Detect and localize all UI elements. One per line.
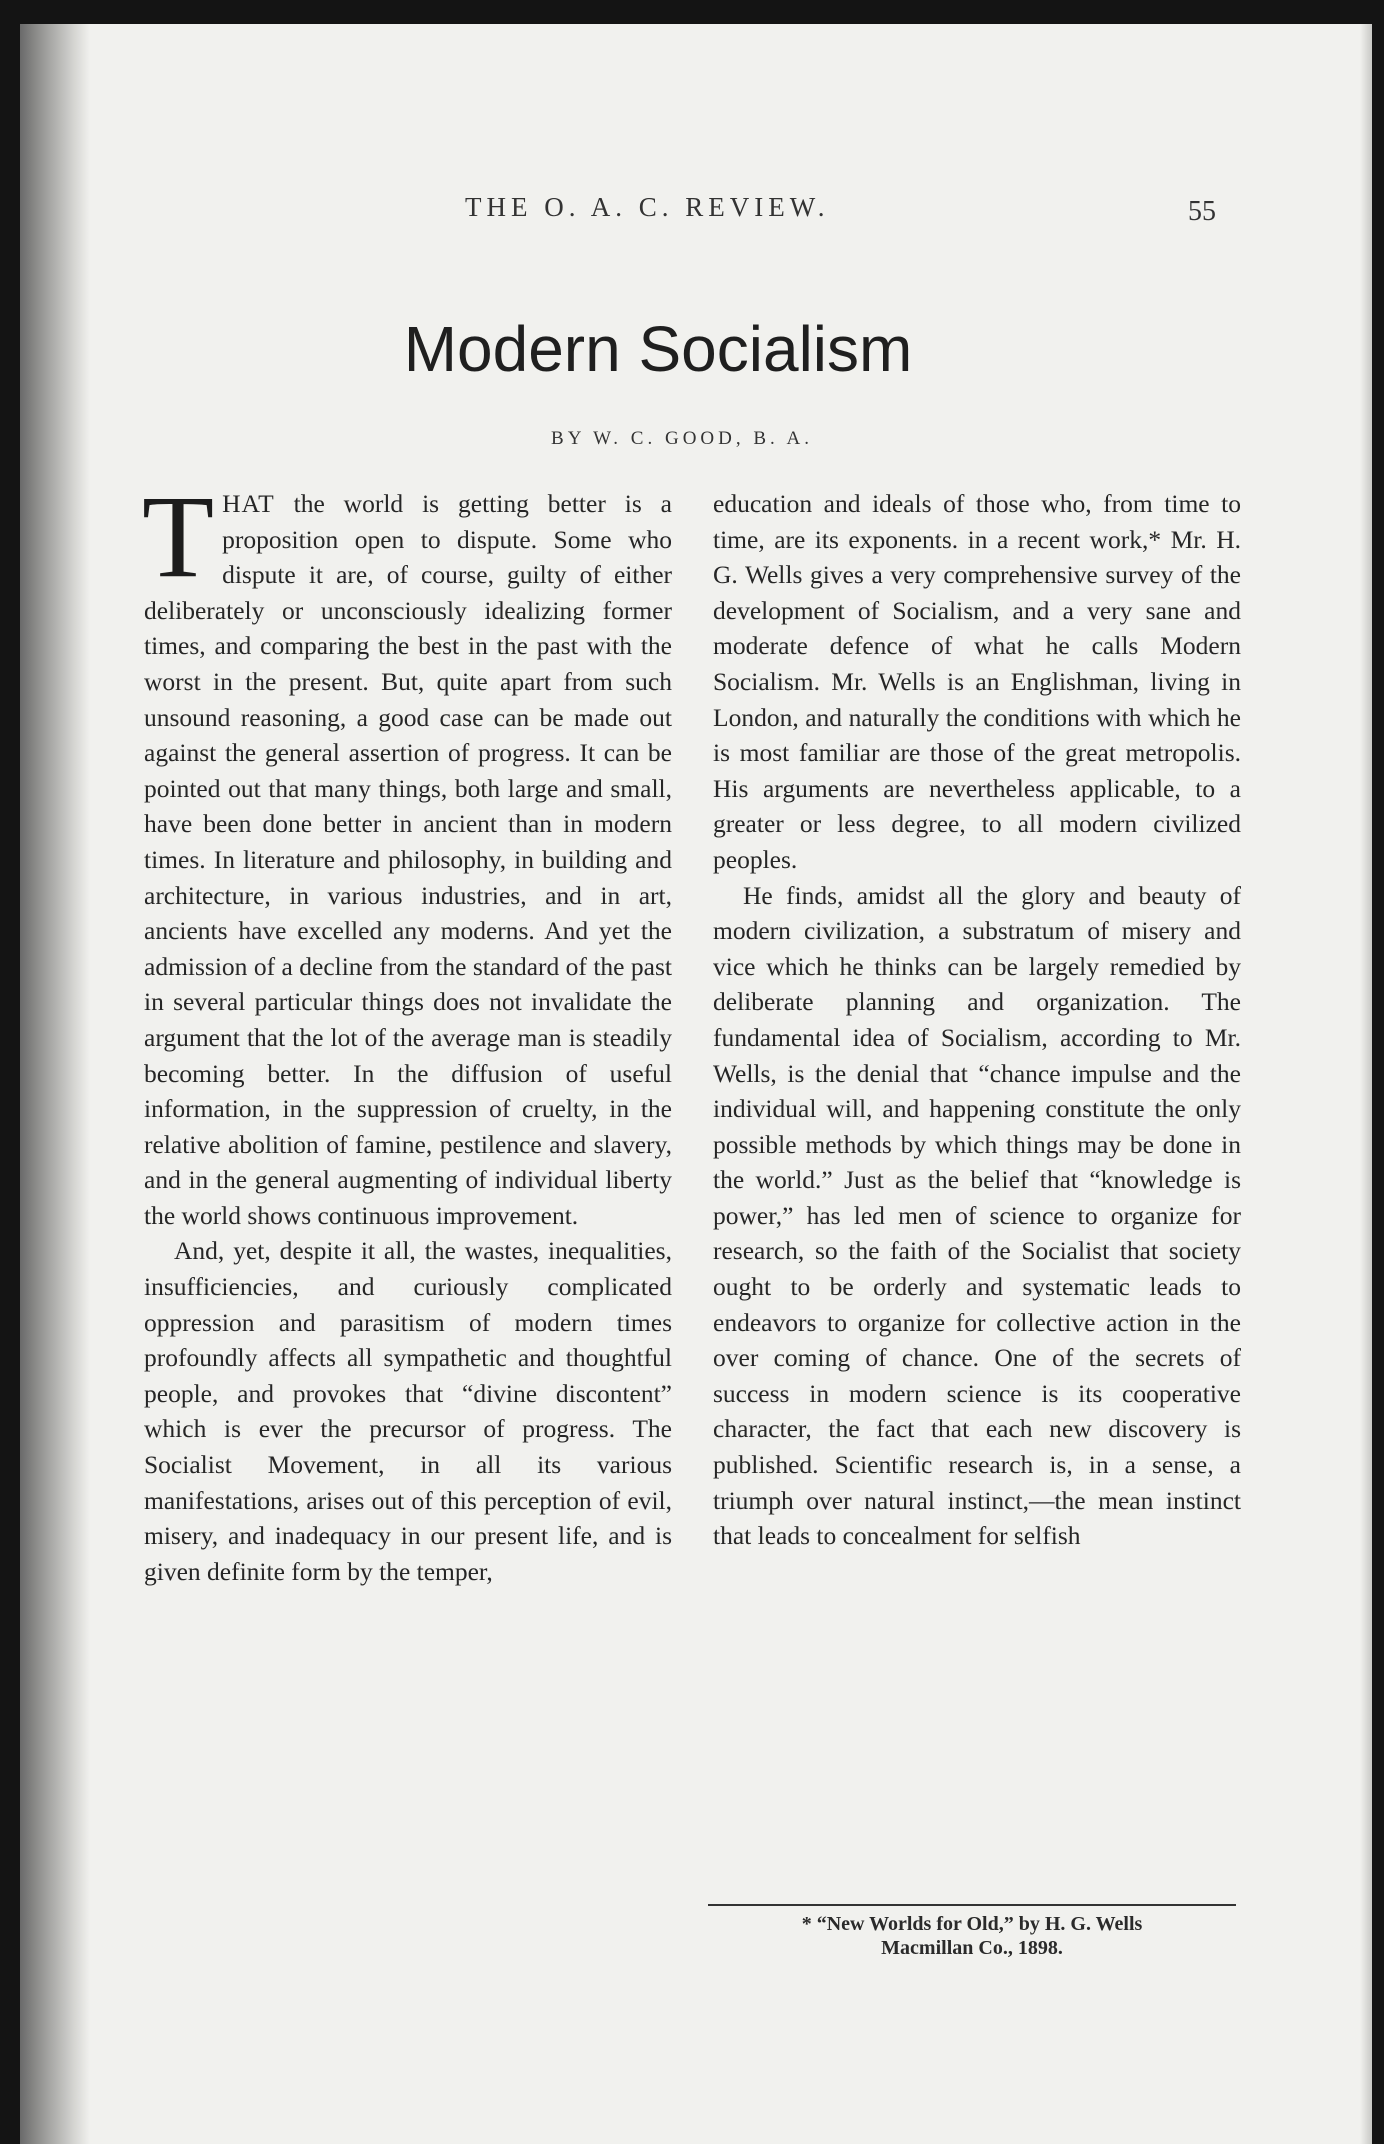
- byline: BY W. C. GOOD, B. A.: [551, 428, 813, 449]
- drop-cap: T: [142, 471, 215, 602]
- left-paragraph-2: And, yet, despite it all, the wastes, inequalities, insufficiencies, and curiously complicated oppression and parasitism of modern times profoundly affects all sympathetic and thoughtful people, and provokes that “divine discontent” which is ever the precursor of progress. The Socialist Movement, in all its various manifestations, arises out of this perception of evil, misery, and inadequacy in our present life, and is given definite form by the temper,: [144, 1236, 672, 1586]
- left-column: [142, 471, 672, 1589]
- article-title: Modern Socialism: [403, 313, 913, 385]
- right-paragraph-1: education and ideals of those who, from time to time, are its exponents. in a recent work,* Mr. H. G. Wells gives a very comprehensive survey of the development of Socialism, and a very sane and moderate defence of what he calls Modern Socialism. Mr. Wells is an Englishman, living in London, and naturally the conditions with which he is most familiar are those of the great metropolis. His arguments are nevertheless applicable, to a greater or less degree, to all modern civilized peoples.: [713, 489, 1241, 874]
- page-edge: [1360, 24, 1372, 2144]
- footnote-line-1: * “New Worlds for Old,” by H. G. Wells: [801, 1913, 1143, 1935]
- left-paragraph-1: [142, 471, 672, 1233]
- left-paragraph-1-text: the world is getting better is a proposition open to dispute. Some who dispute it are, of course, guilty of either deliberately or unconsciously idealizing former times, and comparing the best in the past with the worst in the present. But, quite apart from such unsound reasoning, a good case can be made out against the general assertion of progress. It can be pointed out that many things, both large and small, have been done better in ancient than in modern times. In literature and philosophy, in building and architecture, in various industries, and in art, ancients have excelled any moderns. And yet the admission of a decline from the standard of the past in several particular things does not invalidate the argument that the lot of the average man is steadily becoming better. In the diffusion of useful information, in the suppression of cruelty, in the relative abolition of famine, pestilence and slavery, and in the general augmenting of individual liberty the world shows continuous improvement.: [144, 489, 672, 1230]
- footnote-line-2: Macmillan Co., 1898.: [881, 1937, 1063, 1959]
- footnote-rule: [708, 1904, 1236, 1906]
- opening-word: HAT: [222, 489, 275, 518]
- footnote: [708, 1912, 1236, 1960]
- running-head: THE O. A. C. REVIEW.: [465, 192, 830, 222]
- page-number: 55: [1188, 196, 1216, 227]
- right-column: [713, 486, 1241, 1554]
- right-paragraph-2: He finds, amidst all the glory and beauty of modern civilization, a substratum of misery and vice which he thinks can be largely remedied by deliberate planning and organization. The fundamental idea of Socialism, according to Mr. Wells, is the denial that “chance impulse and the individual will, and happening constitute the only possible methods by which things may be done in the world.” Just as the belief that “knowledge is power,” has led men of science to organize for research, so the faith of the Socialist that society ought to be orderly and systematic leads to endeavors to organize for collective action in the over coming of chance. One of the secrets of success in modern science is its cooperative character, the fact that each new discovery is published. Scientific research is, in a sense, a triumph over natural instinct,—the mean instinct that leads to concealment for selfish: [713, 880, 1241, 1551]
